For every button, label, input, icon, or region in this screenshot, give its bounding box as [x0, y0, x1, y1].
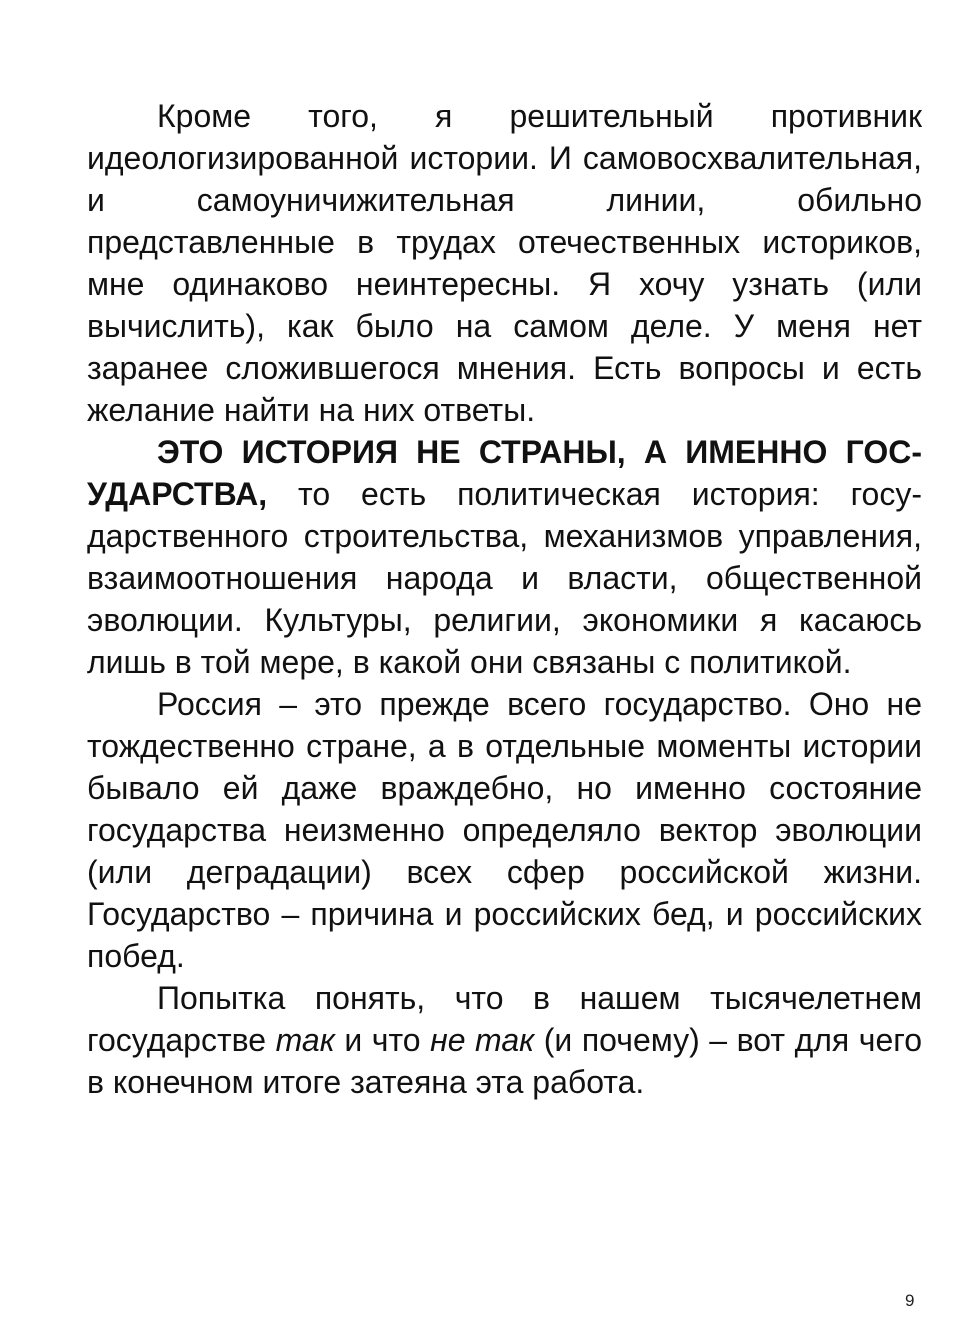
- paragraph-4-text-b: и что: [334, 1022, 431, 1058]
- paragraph-2-bold-lead: ЭТО ИСТОРИЯ НЕ СТРАНЫ, А ИМЕННО ГОСУДАРСТВА,: [87, 434, 922, 512]
- paragraph-4-text-a: Попытка понять, что в нашем тысячелетнем государстве: [87, 980, 922, 1058]
- paragraph-2: [87, 431, 922, 683]
- paragraph-3-text: Россия – это прежде всего государство. Оно не тождественно стране, а в отдельные моменты истории бывало ей даже враждебно, но именно состояние государства неизменно определяло вектор эволюции (или деградации) всех сфер российской жизни. Государство – причина и российских бед, и российских побед.: [87, 686, 922, 974]
- paragraph-1-text: Кроме того, я решительный противник идеологизированной истории. И самовосхвалительная, и самоуничижительная линии, обильно представленные в трудах отечественных историков, мне одинаково неинтересны. Я хочу узнать (или вычислить), как было на самом деле. У меня нет заранее сложившегося мнения. Есть вопросы и есть желание найти на них ответы.: [87, 98, 922, 428]
- paragraph-4-italic-a: так: [275, 1022, 335, 1058]
- paragraph-1: [87, 95, 922, 431]
- body-text: [87, 95, 922, 1103]
- paragraph-2-text: то есть политическая история: государственного строительства, механизмов управления, взаимоотношения народа и власти, общественной эволюции. Культуры, религии, экономики я касаюсь лишь в той мере, в какой они связаны с политикой.: [87, 476, 922, 680]
- paragraph-4-text-c: (и почему) – вот для чего в конечном итоге затеяна эта работа.: [87, 1022, 923, 1100]
- paragraph-3: [87, 683, 922, 977]
- paragraph-4: [87, 977, 922, 1103]
- paragraph-4-italic-b: не так: [430, 1022, 535, 1058]
- page-number: 9: [905, 1291, 915, 1310]
